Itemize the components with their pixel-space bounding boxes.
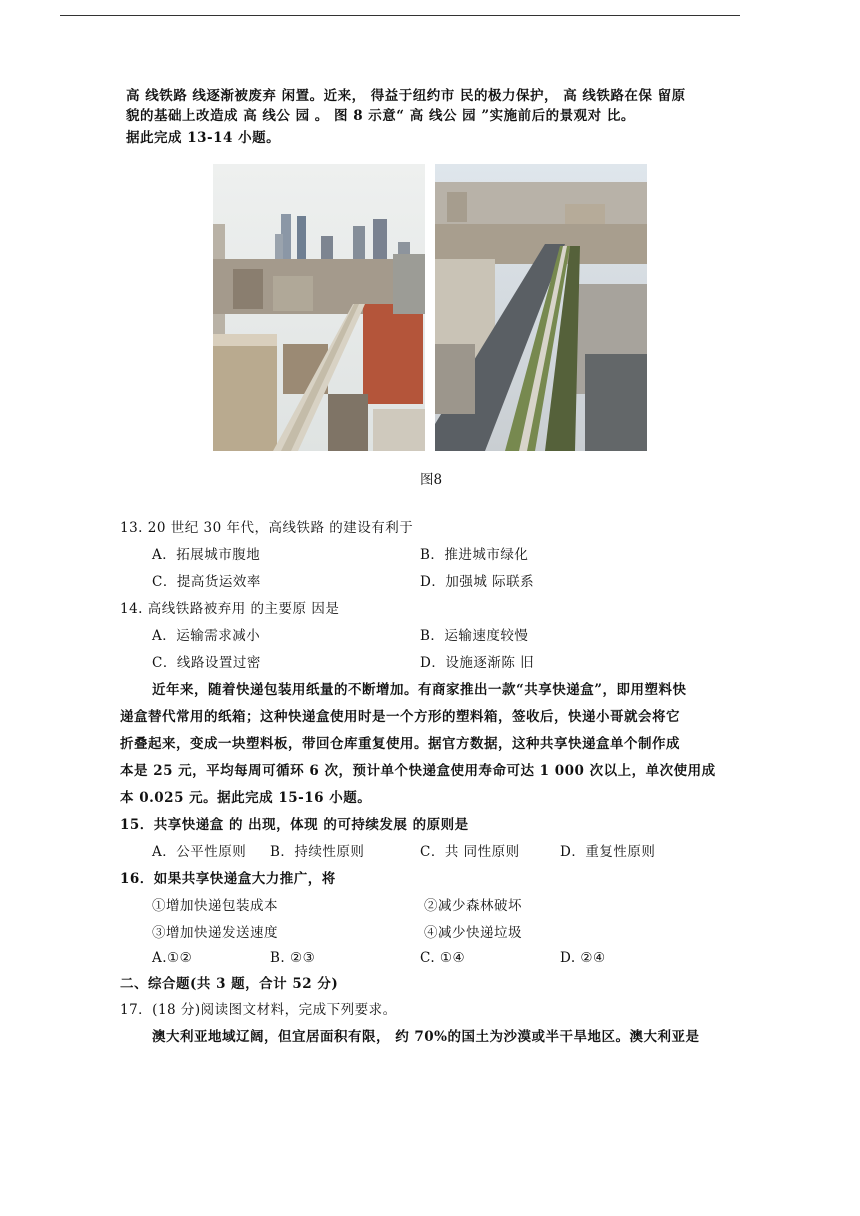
- figure-caption: 图8: [420, 472, 443, 488]
- question-15-option-c: C．共 同性原则: [420, 844, 520, 860]
- question-13-option-a: A．拓展城市腹地: [152, 547, 261, 563]
- question-14-option-d: D．设施逐渐陈 旧: [420, 655, 535, 671]
- question-16-option-c: C. ①④: [420, 950, 466, 966]
- question-16-option-a: A.①②: [152, 950, 193, 966]
- question-16-statement-1: ①增加快递包装成本: [152, 898, 278, 914]
- question-16-statement-4: ④减少快递垃圾: [424, 925, 522, 941]
- question-14-option-a: A．运输需求减小: [152, 628, 261, 644]
- question-14-stem: 14. 高线铁路被弃用 的主要原 因是: [120, 601, 340, 617]
- photo-before: [213, 164, 425, 451]
- question-15-option-b: B．持续性原则: [270, 844, 365, 860]
- passage-2-line-3: 折叠起来，变成一块塑料板，带回仓库重复使用。据官方数据，这种共享快递盒单个制作成: [120, 736, 680, 752]
- intro-line-2: 貌的基础上改造成 高 线公 园 。 图 8 示意“ 高 线公 园 ”实施前后的景观对 比。: [126, 108, 635, 124]
- section-2-title: 二、综合题(共 3 题，合计 52 分): [120, 976, 339, 992]
- question-15-option-a: A．公平性原则: [152, 844, 247, 860]
- question-13-stem: 13. 20 世纪 30 年代，高线铁路 的建设有利于: [120, 520, 414, 536]
- question-16-option-b: B. ②③: [270, 950, 316, 966]
- question-17-stem: 17．(18 分)阅读图文材料，完成下列要求。: [120, 1002, 397, 1018]
- header-rule: [60, 15, 740, 16]
- question-14-option-b: B．运输速度较慢: [420, 628, 529, 644]
- question-16-stem: 16．如果共享快递盒大力推广，将: [120, 871, 336, 887]
- passage-2-line-5: 本 0.025 元。据此完成 15-16 小题。: [120, 790, 372, 806]
- question-15-option-d: D．重复性原则: [560, 844, 656, 860]
- question-15-stem: 15．共享快递盒 的 出现，体现 的可持续发展 的原则是: [120, 817, 469, 833]
- passage-2-line-2: 递盒替代常用的纸箱；这种快递盒使用时是一个方形的塑料箱，签收后，快递小哥就会将它: [120, 709, 680, 725]
- question-13-option-d: D．加强城 际联系: [420, 574, 535, 590]
- question-16-statement-2: ②减少森林破坏: [424, 898, 522, 914]
- photo-after: [435, 164, 647, 451]
- question-14-option-c: C．线路设置过密: [152, 655, 261, 671]
- question-13-option-b: B．推进城市绿化: [420, 547, 529, 563]
- question-16-statement-3: ③增加快递发送速度: [152, 925, 278, 941]
- intro-line-3: 据此完成 13-14 小题。: [126, 130, 281, 146]
- passage-2-line-1: 近年来，随着快递包装用纸量的不断增加。有商家推出一款“共享快递盒”，即用塑料快: [152, 682, 687, 698]
- question-13-option-c: C．提高货运效率: [152, 574, 261, 590]
- intro-line-1: 高 线铁路 线逐渐被废弃 闲置。近来， 得益于纽约市 民的极力保护， 高 线铁路在保 留原: [126, 88, 686, 104]
- passage-2-line-4: 本是 25 元，平均每周可循环 6 次，预计单个快递盒使用寿命可达 1 000 次以上，单次使用成: [120, 763, 716, 779]
- question-17-material-line-1: 澳大利亚地域辽阔，但宜居面积有限， 约 70%的国土为沙漠或半干旱地区。澳大利亚是: [152, 1029, 700, 1045]
- question-16-option-d: D. ②④: [560, 950, 606, 966]
